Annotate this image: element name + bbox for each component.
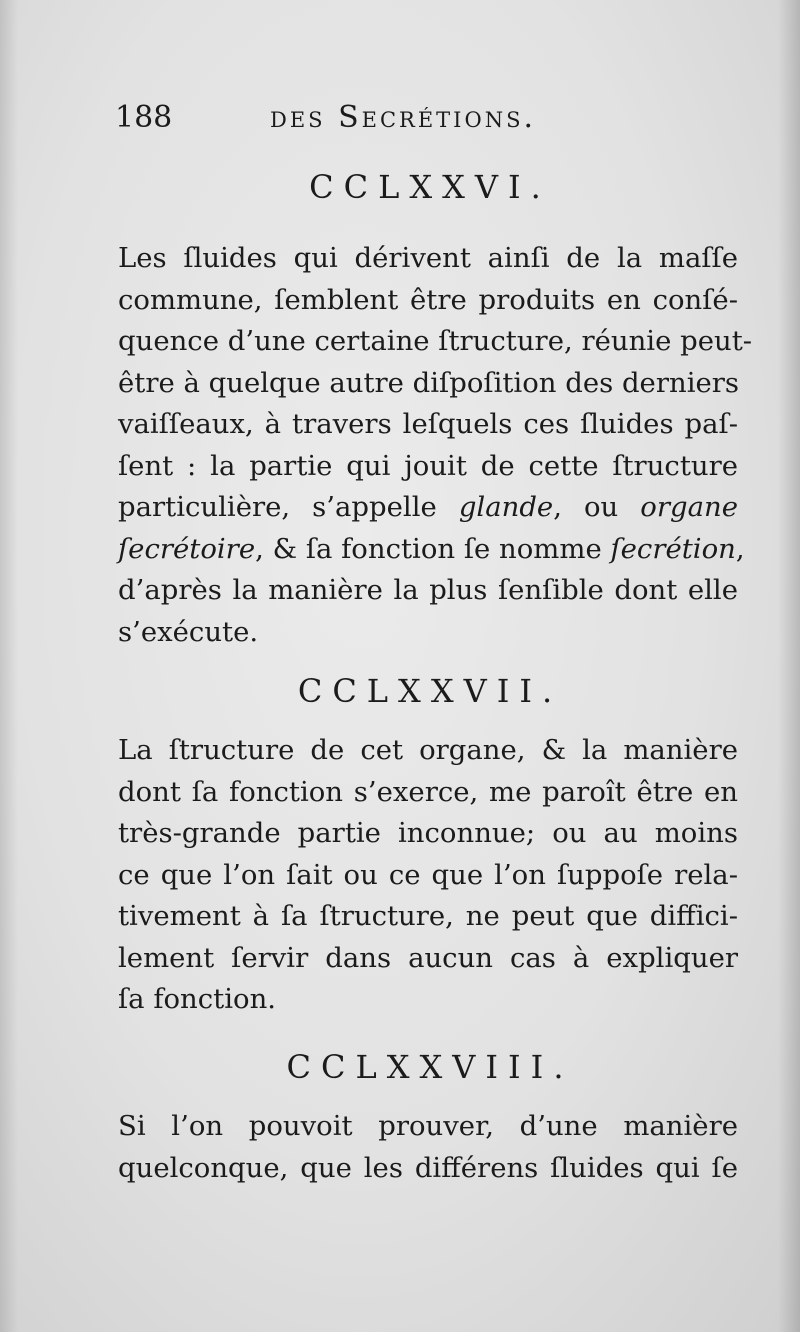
italic-term: glande	[458, 491, 554, 523]
text-line: quelconque, que les différens ſluides qui ſe	[118, 1151, 738, 1184]
text-line: La ſtructure de cet organe, & la manière	[118, 734, 738, 766]
text-line: ſecrétoire, & ſa fonction ſe nomme ſecrétion,	[118, 532, 745, 565]
paragraph-ccLxxviii	[118, 1106, 738, 1189]
text-line: quence d’une certaine ſtructure, réunie peut-	[118, 325, 753, 357]
running-head: des Secrétions.	[270, 100, 536, 135]
text-line: particulière, s’appelle glande, ou organe	[118, 491, 738, 523]
text-line: d’après la manière la plus ſenſible dont elle	[118, 574, 738, 606]
text-line: ce que l’on ſait ou ce que l’on ſuppoſe rela-	[118, 858, 738, 891]
italic-term: ſecrétoire	[118, 532, 256, 565]
text-line: ſa fonction.	[118, 983, 277, 1015]
page-header	[115, 100, 755, 140]
text-line: Si l’on pouvoit prouver, d’une manière	[118, 1110, 738, 1142]
section-heading-ccLxxvii: CCLXXVII.	[297, 672, 563, 710]
text-line: commune, ſemblent être produits en conſé-	[118, 283, 738, 316]
text-line: s’exécute.	[118, 615, 259, 648]
text-line: dont ſa fonction s’exerce, me paroît être en	[118, 775, 738, 808]
paragraph-ccLxxvii	[118, 730, 738, 1021]
text-line: tivement à ſa ſtructure, ne peut que diffici-	[118, 900, 738, 932]
text-line: ſent : la partie qui jouit de cette ſtructure	[118, 449, 738, 482]
text-line: très-grande partie inconnue; ou au moins	[118, 817, 738, 849]
section-heading-ccLxxvi: CCLXXVI.	[309, 168, 551, 206]
section-heading-ccLxxviii: CCLXXVIII.	[286, 1048, 574, 1086]
italic-term: organe	[640, 491, 738, 523]
page-left-shadow	[0, 0, 18, 1332]
text-line: vaiſſeaux, à travers leſquels ces ſluides paſ-	[118, 408, 738, 440]
text-line: être à quelque autre diſpoſition des derniers	[118, 366, 740, 399]
italic-term: ſecrétion	[610, 532, 736, 565]
page-number: 188	[115, 100, 173, 135]
text-line: lement ſervir dans aucun cas à expliquer	[118, 941, 738, 974]
paragraph-ccLxxvi	[118, 238, 753, 653]
text-line: Les ſluides qui dérivent ainſi de la maſſe	[118, 242, 738, 274]
page-right-shadow	[778, 0, 800, 1332]
